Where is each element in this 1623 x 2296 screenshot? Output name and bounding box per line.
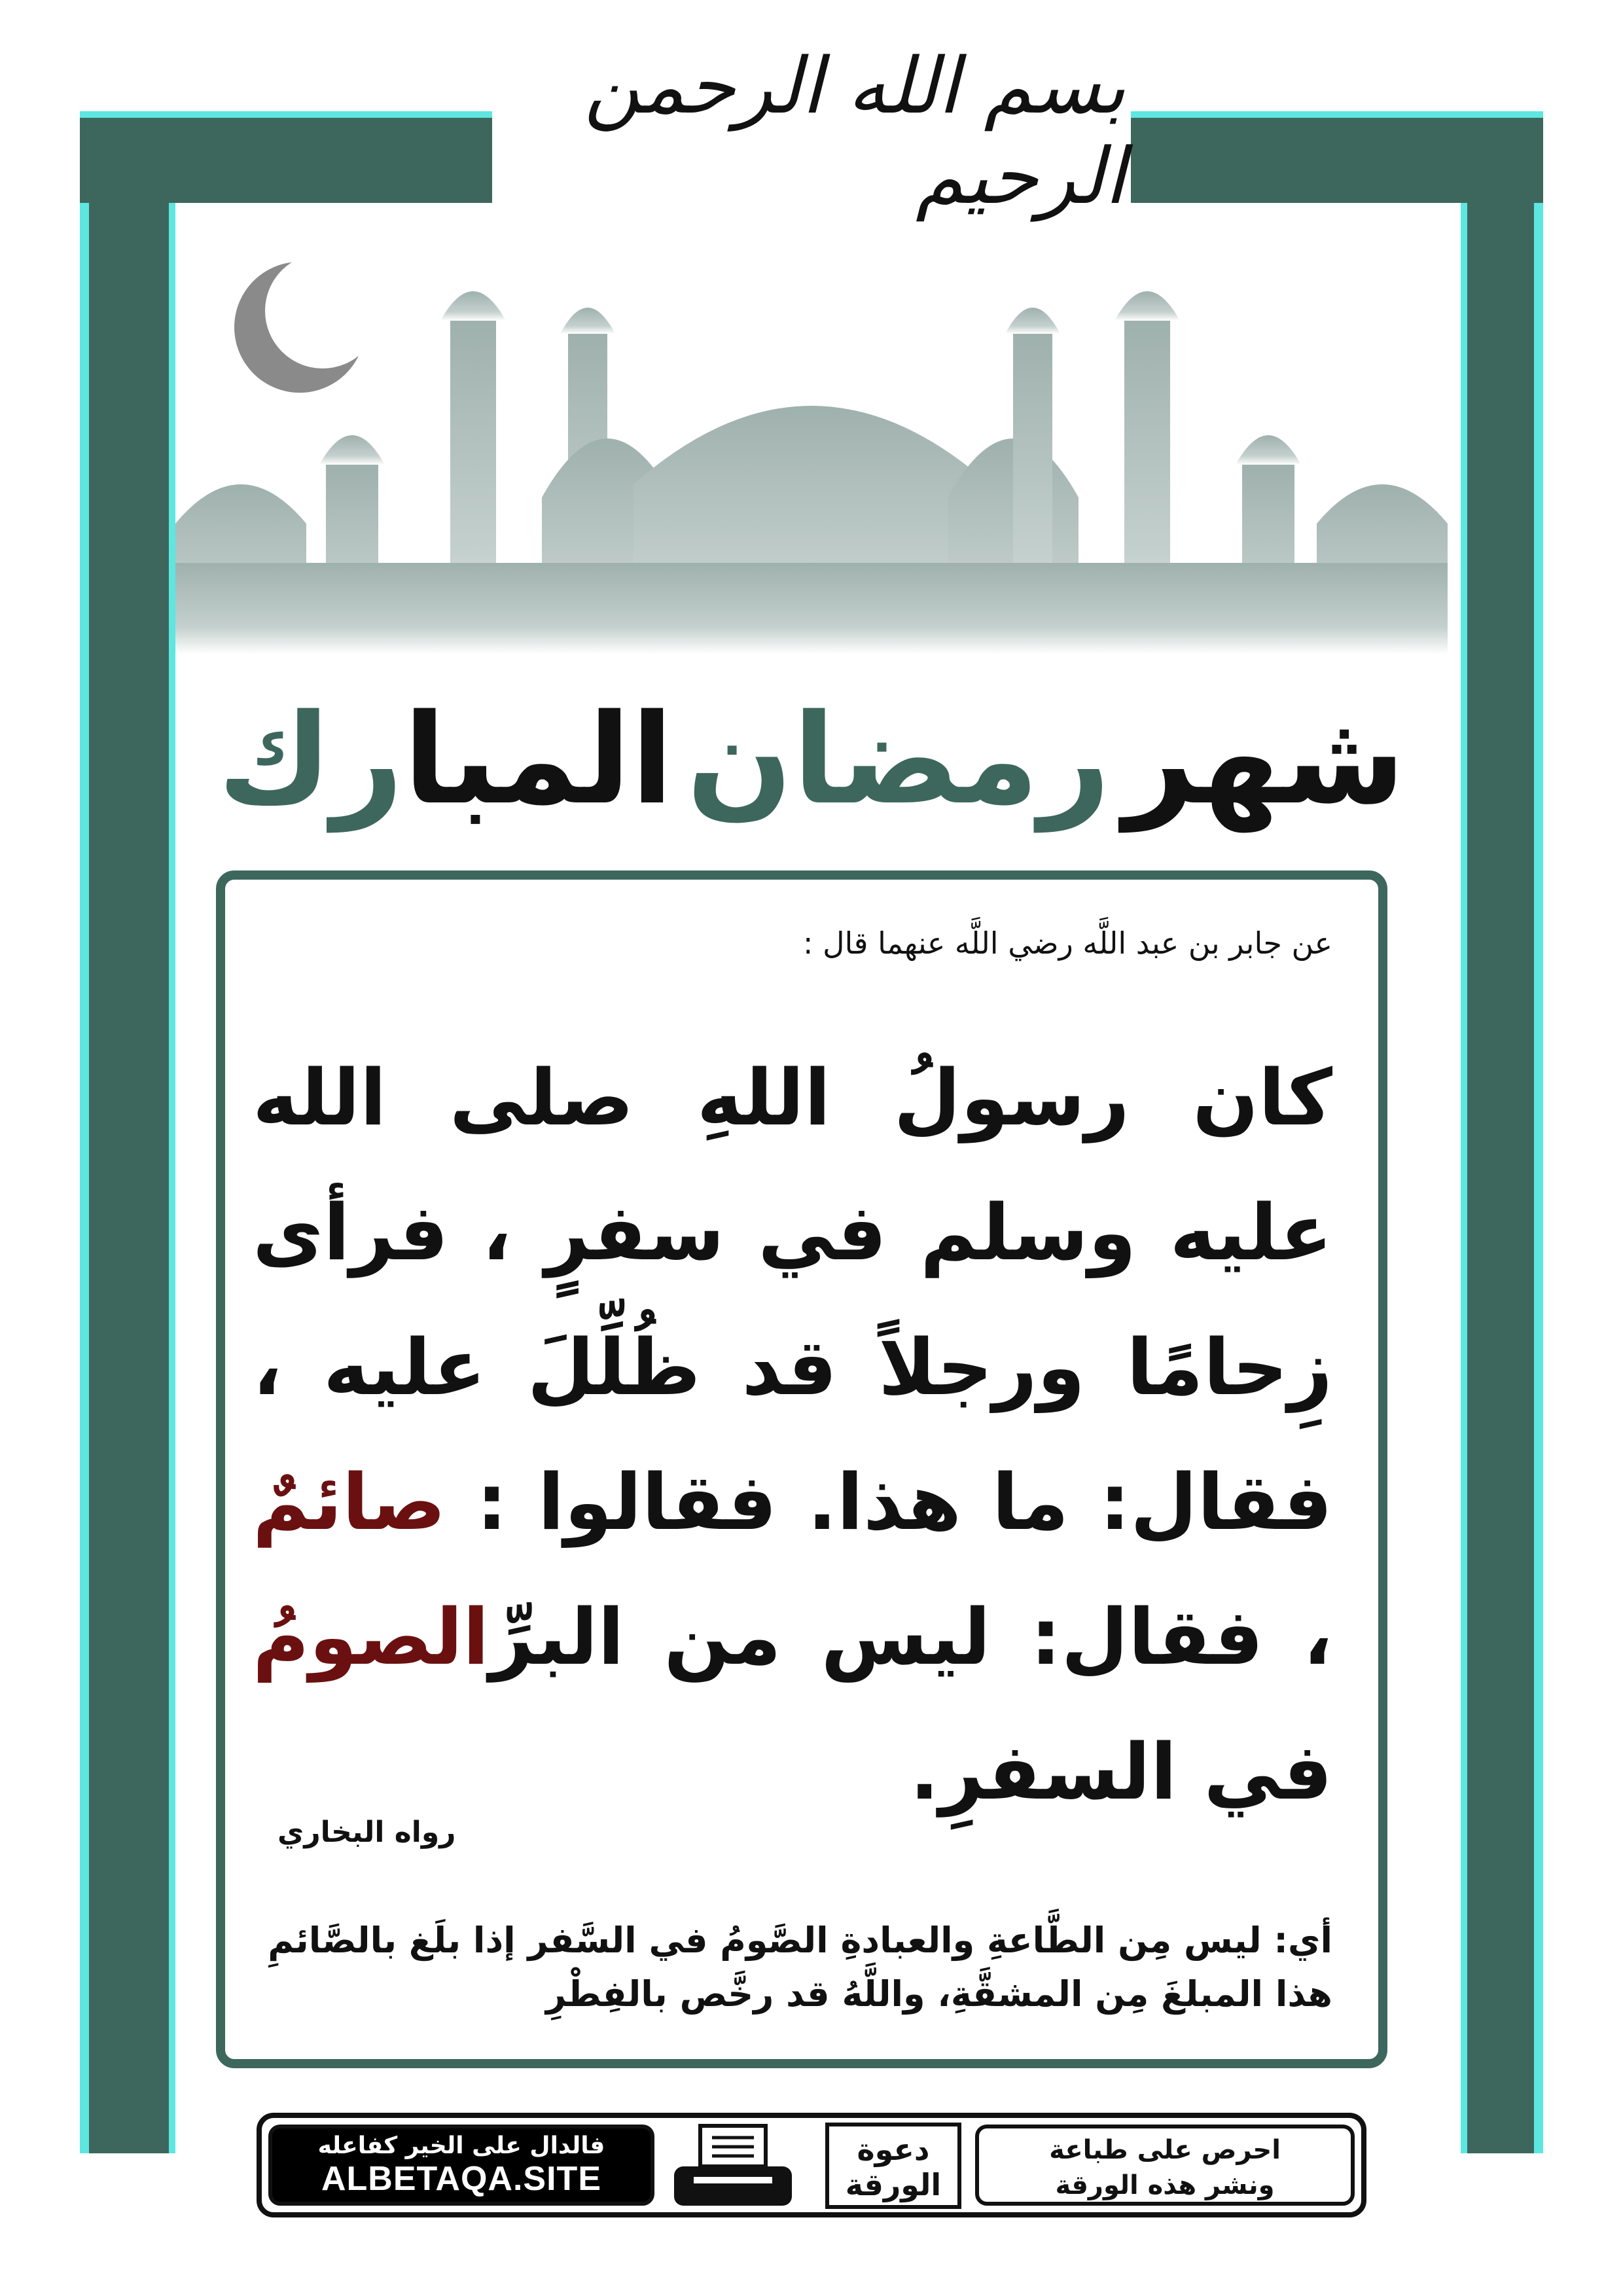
footer-saying: فالدال على الخير كفاعله — [317, 2132, 605, 2159]
hadith-narrator: عن جابر بن عبد اللَّه رضي اللَّه عنهما قال : — [802, 925, 1332, 961]
title-word-mubarak-a: المبا — [403, 687, 674, 832]
hadith-source: رواه البخاري — [277, 1816, 456, 1849]
hadith-card — [216, 870, 1387, 2068]
page-title — [175, 661, 1448, 857]
title-word-month: شهر — [1123, 687, 1406, 832]
dawah-logo — [825, 2122, 962, 2210]
hadith-highlight-fasting: الصومُ — [253, 1592, 490, 1682]
mosque-skyline-illustration — [175, 249, 1448, 655]
logo-text-bottom: الورقة — [845, 2167, 942, 2202]
footer-print-reminder — [975, 2125, 1355, 2206]
title-word-mubarak-b: رك — [217, 687, 404, 832]
title-word-ramadan: رمضان — [687, 687, 1111, 832]
hadith-explanation: أي: ليس مِن الطَّاعةِ والعبادةِ الصَّومُ في السَّفر إذا بلَغ بالصَّائمِ هذا المبلغَ مِن المشقَّةِ، واللَّهُ قد رخَّص بالفِطْرِ — [268, 1920, 1332, 2015]
footer-bar — [257, 2113, 1366, 2217]
crescent-icon — [234, 253, 380, 393]
printer-icon — [668, 2123, 798, 2208]
frame-left-bar — [80, 111, 177, 2153]
frame-top-left — [80, 111, 492, 203]
footer-site-link[interactable]: ALBETAQA.SITE — [321, 2160, 602, 2198]
footer-reminder-line1: احرص على طباعة — [1049, 2135, 1281, 2165]
footer-site-cell — [268, 2125, 654, 2206]
hadith-text-part2: ، فقال: ليس من البرِّ — [489, 1592, 1332, 1682]
logo-text-top: دعوة — [857, 2132, 930, 2167]
footer-reminder-line2: ونشر هذه الورقة — [1055, 2170, 1275, 2200]
hadith-text — [253, 1030, 1332, 1839]
hadith-text-part3: في السفرِ. — [910, 1727, 1332, 1817]
hadith-text-part1: كان رسولُ اللهِ صلى الله عليه وسلم في سفرٍ ، فرأى زِحامًا ورجلاً قد ظُلِّلَ عليه ، فقال: ما هذا. فقالوا : — [253, 1052, 1332, 1547]
frame-top-right — [1131, 111, 1543, 203]
basmala-calligraphy: بسم الله الرحمن الرحيم — [584, 41, 1126, 221]
hadith-highlight-fasting-person: صائمٌ — [253, 1457, 446, 1547]
